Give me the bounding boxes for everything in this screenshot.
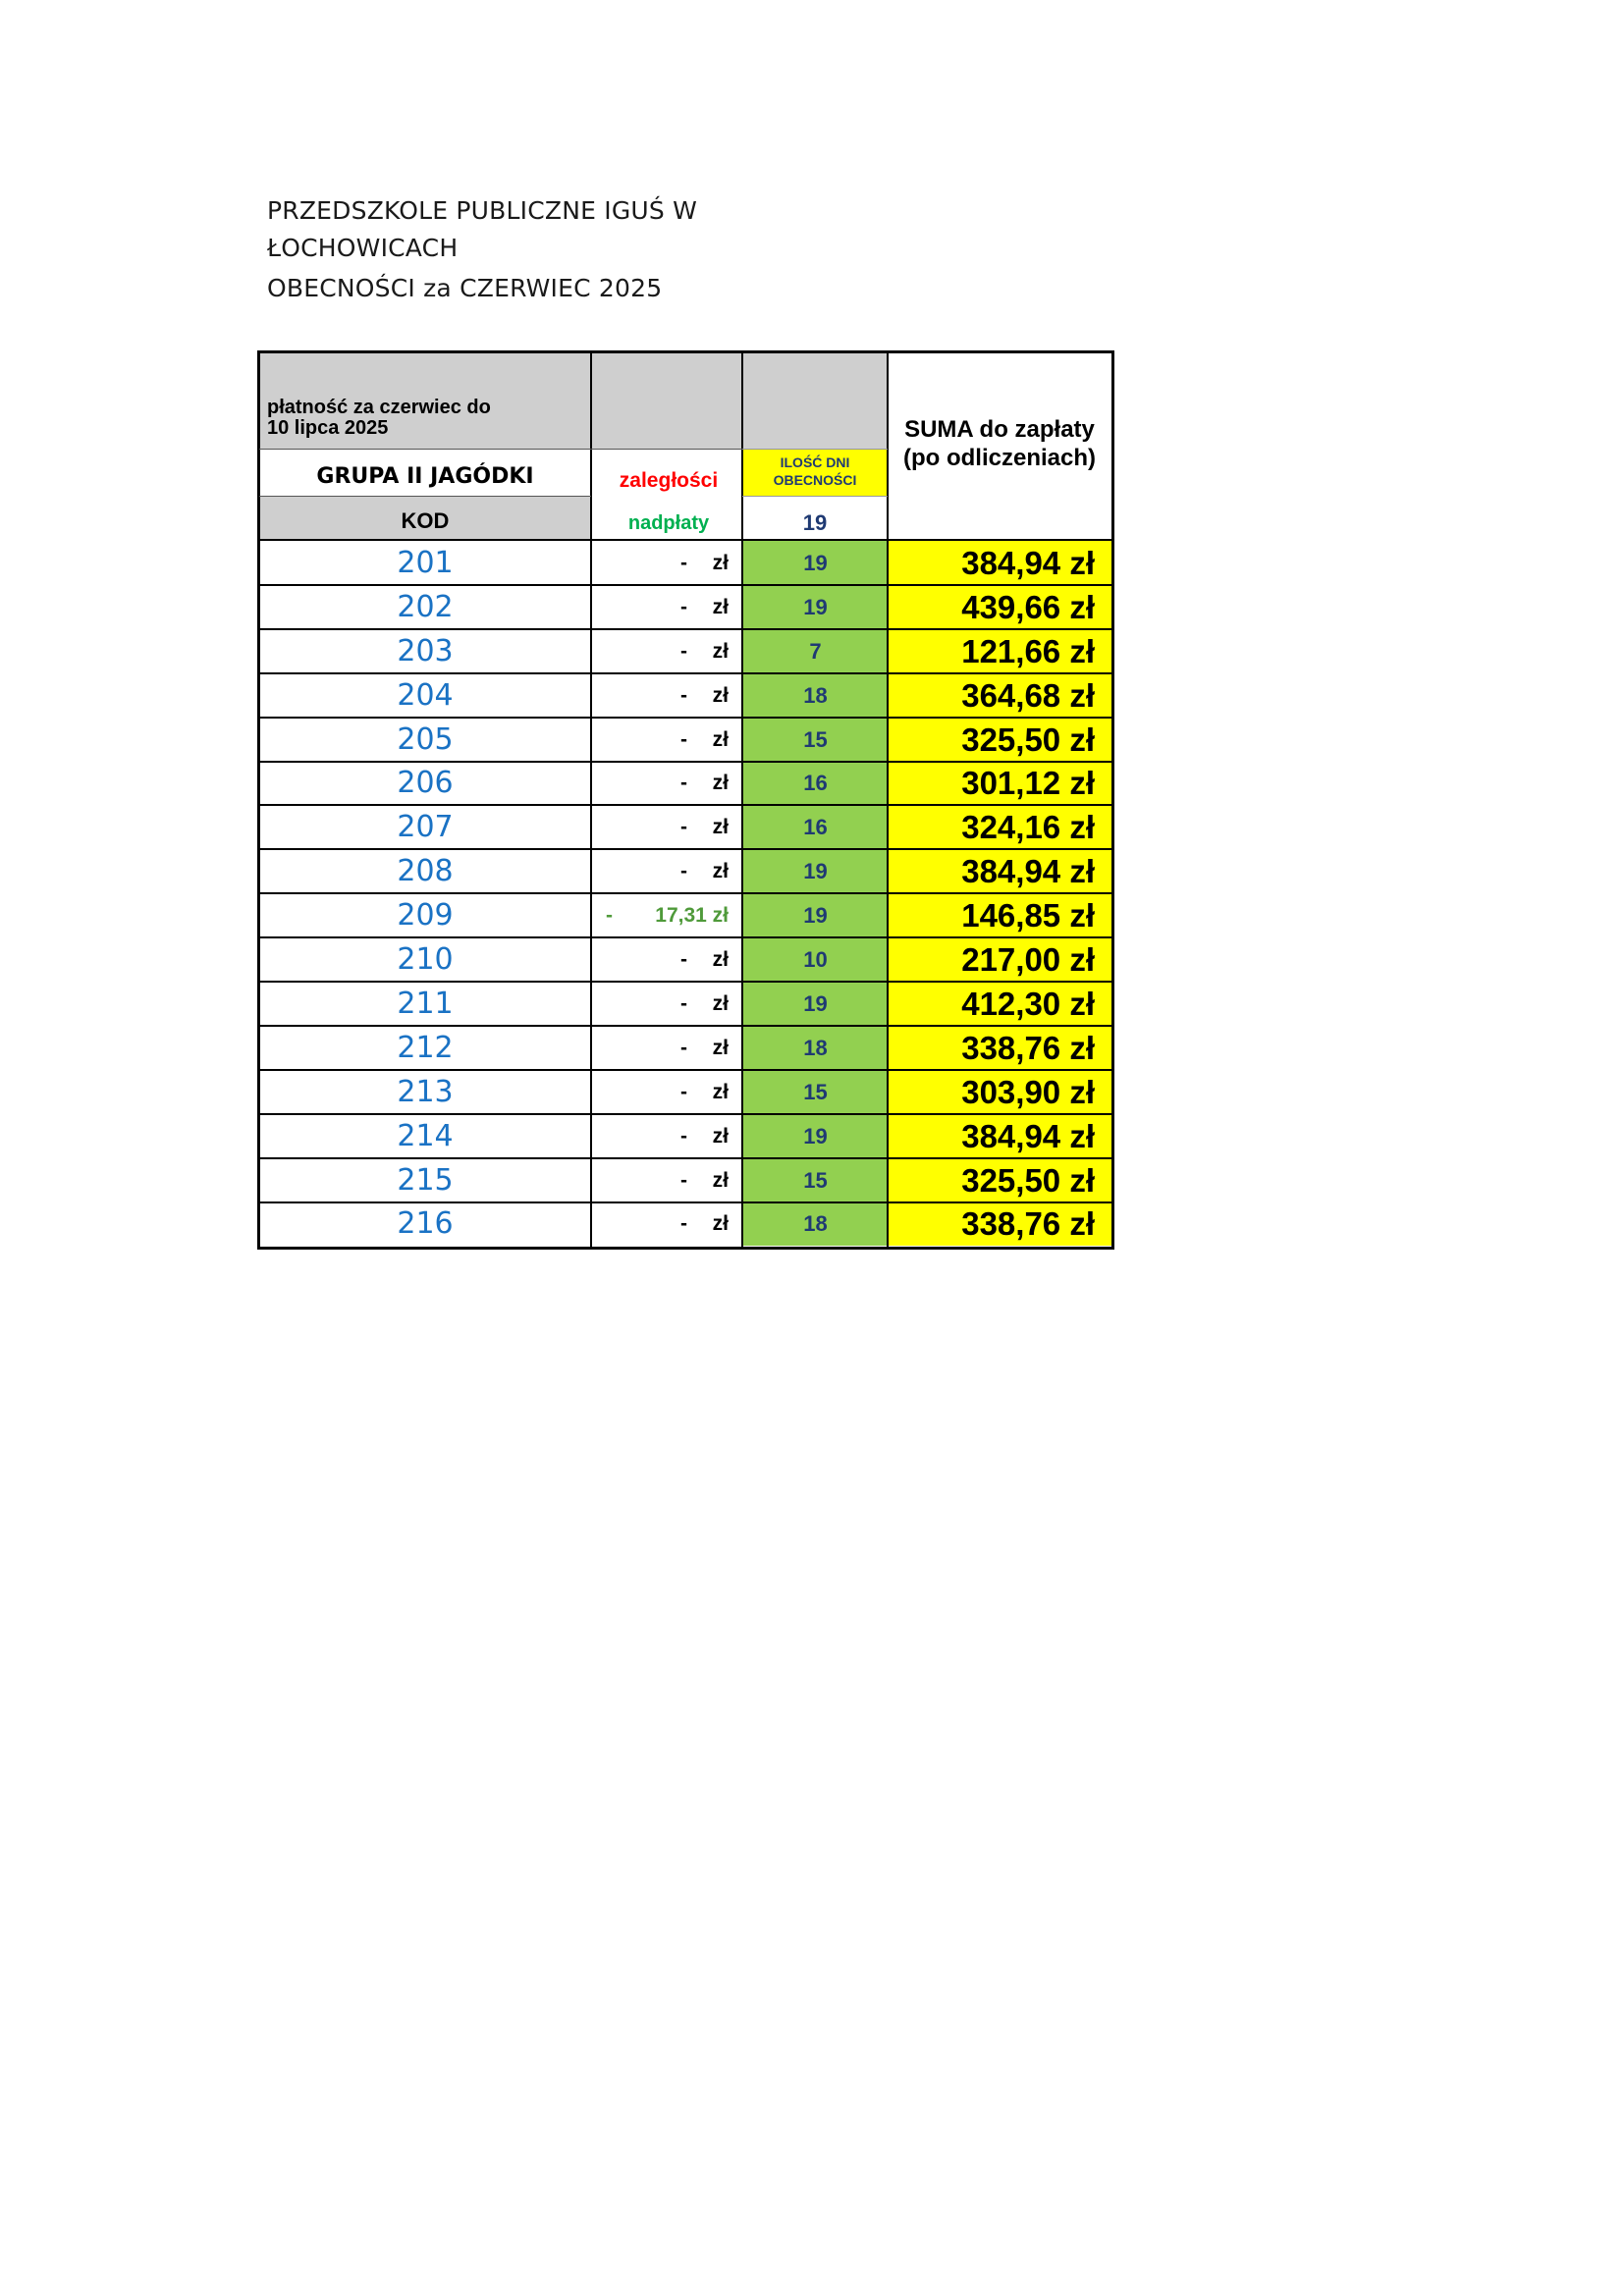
suma-value: 384,94 zł — [961, 545, 1095, 581]
zaleglosci-value: zł — [712, 684, 729, 707]
table-row-suma — [889, 805, 1112, 849]
school-name-line1: PRZEDSZKOLE PUBLICZNE IGUŚ W — [267, 196, 698, 225]
suma-value: 338,76 zł — [961, 1030, 1095, 1066]
row-divider — [259, 1113, 1113, 1115]
table-row-kod — [259, 893, 591, 937]
zaleglosci-dash: - — [680, 816, 687, 838]
group-name: GRUPA II JAGÓDKI — [316, 464, 534, 489]
zaleglosci-value: zł — [712, 772, 729, 794]
table-row-kod — [259, 585, 591, 629]
table-row-zaleglosci — [592, 1158, 742, 1202]
payment-deadline-note — [267, 398, 581, 439]
table-row-days — [743, 805, 888, 849]
days-value: 19 — [803, 595, 828, 619]
days-value: 15 — [803, 727, 828, 752]
table-row-days — [743, 1114, 888, 1158]
suma-value: 325,50 zł — [961, 721, 1095, 758]
document-subtitle: OBECNOŚCI za CZERWIEC 2025 — [267, 274, 663, 302]
table-row-suma — [889, 541, 1112, 585]
days-value: 18 — [803, 683, 828, 708]
days-value: 19 — [803, 859, 828, 883]
table-row-days — [743, 893, 888, 937]
table-row-zaleglosci — [592, 937, 742, 982]
table-row-suma — [889, 762, 1112, 805]
row-divider — [259, 1201, 1113, 1203]
table-row-suma — [889, 718, 1112, 762]
kod-value: 210 — [397, 942, 454, 977]
table-row-kod — [259, 673, 591, 718]
table-row-suma — [889, 629, 1112, 673]
suma-value: 121,66 zł — [961, 633, 1095, 669]
table-row-suma — [889, 1114, 1112, 1158]
table-row-suma — [889, 1026, 1112, 1070]
row-divider — [259, 848, 1113, 850]
days-total: 19 — [802, 510, 828, 535]
payment-note-line1: płatność za czerwiec do — [267, 397, 491, 418]
table-row-zaleglosci — [592, 762, 742, 805]
header-blank-cell — [591, 352, 742, 450]
table-row-kod — [259, 1070, 591, 1114]
zaleglosci-dash: - — [680, 1169, 687, 1192]
table-row-zaleglosci — [592, 718, 742, 762]
zaleglosci-dash: - — [680, 640, 687, 663]
zaleglosci-value: zł — [712, 1169, 729, 1192]
row-divider — [259, 717, 1113, 719]
table-row-zaleglosci — [592, 629, 742, 673]
zaleglosci-dash: - — [606, 904, 613, 927]
nadplaty-header: nadpłaty — [627, 512, 710, 534]
table-row-kod — [259, 1026, 591, 1070]
table-row-days — [743, 982, 888, 1026]
kod-value: 205 — [397, 722, 454, 757]
table-row-zaleglosci — [592, 541, 742, 585]
table-row-days — [743, 1202, 888, 1246]
row-divider — [259, 1069, 1113, 1071]
zaleglosci-dash: - — [680, 860, 687, 882]
table-row-days — [743, 1158, 888, 1202]
days-header-label — [742, 454, 888, 489]
table-border-top — [257, 350, 1114, 353]
row-divider — [259, 628, 1113, 630]
kod-value: 204 — [397, 678, 454, 713]
row-divider — [259, 672, 1113, 674]
row-divider — [742, 496, 888, 497]
table-row-suma — [889, 673, 1112, 718]
days-value: 19 — [803, 551, 828, 575]
row-divider — [259, 981, 1113, 983]
table-row-zaleglosci — [592, 849, 742, 893]
suma-value: 303,90 zł — [961, 1074, 1095, 1110]
table-row-days — [743, 629, 888, 673]
zaleglosci-value: zł — [712, 948, 729, 971]
zaleglosci-header: zaległości — [619, 469, 719, 492]
suma-header-line2: (po odliczeniach) — [902, 445, 1096, 471]
table-border-bottom — [257, 1247, 1114, 1250]
table-row-days — [743, 1026, 888, 1070]
table-row-kod — [259, 805, 591, 849]
zaleglosci-value: zł — [712, 1081, 729, 1103]
kod-value: 213 — [397, 1075, 454, 1109]
days-value: 15 — [803, 1168, 828, 1193]
kod-value: 206 — [397, 766, 454, 800]
table-row-zaleglosci — [592, 805, 742, 849]
table-row-kod — [259, 1202, 591, 1246]
table-row-days — [743, 762, 888, 805]
suma-value: 146,85 zł — [961, 897, 1095, 934]
table-row-kod — [259, 629, 591, 673]
payment-note-line2: 10 lipca 2025 — [267, 417, 389, 439]
table-row-suma — [889, 849, 1112, 893]
row-divider — [259, 761, 1113, 763]
table-row-days — [743, 541, 888, 585]
days-value: 16 — [803, 771, 828, 795]
table-row-days — [743, 718, 888, 762]
days-value: 19 — [803, 903, 828, 928]
table-row-zaleglosci — [592, 1070, 742, 1114]
zaleglosci-dash: - — [680, 1037, 687, 1059]
zaleglosci-value: zł — [712, 1125, 729, 1148]
zaleglosci-dash: - — [680, 728, 687, 751]
kod-value: 203 — [397, 634, 454, 668]
kod-value: 202 — [397, 590, 454, 624]
days-value: 16 — [803, 815, 828, 839]
kod-header: KOD — [401, 508, 450, 533]
zaleglosci-value: zł — [712, 552, 729, 574]
table-row-zaleglosci — [592, 673, 742, 718]
suma-value: 217,00 zł — [961, 941, 1095, 978]
zaleglosci-dash: - — [680, 948, 687, 971]
row-divider — [259, 936, 1113, 938]
table-row-kod — [259, 937, 591, 982]
days-value: 18 — [803, 1036, 828, 1060]
row-divider — [259, 539, 1113, 541]
zaleglosci-value: zł — [712, 728, 729, 751]
table-row-zaleglosci — [592, 1114, 742, 1158]
table-row-zaleglosci — [592, 1202, 742, 1246]
zaleglosci-dash: - — [680, 684, 687, 707]
row-divider — [259, 584, 1113, 586]
kod-value: 216 — [397, 1206, 454, 1241]
table-row-kod — [259, 762, 591, 805]
header-blank-cell — [742, 352, 888, 450]
zaleglosci-dash: - — [680, 1081, 687, 1103]
kod-value: 211 — [397, 987, 454, 1021]
kod-value: 207 — [397, 810, 454, 844]
zaleglosci-value: zł — [712, 992, 729, 1015]
suma-header-line1: SUMA do zapłaty — [904, 416, 1095, 443]
row-divider — [259, 496, 591, 497]
zaleglosci-dash: - — [680, 1125, 687, 1148]
table-row-kod — [259, 541, 591, 585]
row-divider — [259, 1025, 1113, 1027]
zaleglosci-dash: - — [680, 1212, 687, 1235]
zaleglosci-dash: - — [680, 772, 687, 794]
row-divider — [259, 1157, 1113, 1159]
table-row-zaleglosci — [592, 1026, 742, 1070]
zaleglosci-value: zł — [712, 1037, 729, 1059]
suma-value: 384,94 zł — [961, 853, 1095, 889]
kod-value: 214 — [397, 1119, 454, 1153]
suma-value: 325,50 zł — [961, 1162, 1095, 1199]
kod-value: 215 — [397, 1163, 454, 1198]
suma-value: 439,66 zł — [961, 589, 1095, 625]
table-row-days — [743, 585, 888, 629]
table-row-suma — [889, 1070, 1112, 1114]
kod-value: 208 — [397, 854, 454, 888]
days-value: 19 — [803, 991, 828, 1016]
suma-header — [888, 415, 1111, 472]
zaleglosci-value: zł — [712, 816, 729, 838]
table-row-suma — [889, 1158, 1112, 1202]
table-row-zaleglosci — [592, 585, 742, 629]
table-row-zaleglosci — [592, 893, 742, 937]
table-row-suma — [889, 1202, 1112, 1246]
kod-value: 209 — [397, 898, 454, 933]
table-row-suma — [889, 585, 1112, 629]
days-value: 19 — [803, 1124, 828, 1148]
table-row-days — [743, 849, 888, 893]
row-divider — [742, 449, 888, 450]
suma-value: 364,68 zł — [961, 677, 1095, 714]
days-value: 7 — [809, 639, 822, 664]
zaleglosci-dash: - — [680, 552, 687, 574]
zaleglosci-dash: - — [680, 992, 687, 1015]
table-row-suma — [889, 893, 1112, 937]
zaleglosci-dash: - — [680, 596, 687, 618]
table-row-days — [743, 937, 888, 982]
suma-value: 384,94 zł — [961, 1118, 1095, 1154]
row-divider — [259, 804, 1113, 806]
zaleglosci-value: zł — [712, 1212, 729, 1235]
days-value: 10 — [803, 947, 828, 972]
kod-value: 201 — [397, 546, 454, 580]
days-header-line2: OBECNOŚCI — [773, 472, 857, 488]
suma-value: 412,30 zł — [961, 986, 1095, 1022]
zaleglosci-value: zł — [712, 596, 729, 618]
table-row-suma — [889, 982, 1112, 1026]
table-row-days — [743, 673, 888, 718]
zaleglosci-value: zł — [712, 640, 729, 663]
table-row-kod — [259, 718, 591, 762]
days-value: 15 — [803, 1080, 828, 1104]
table-row-kod — [259, 849, 591, 893]
suma-value: 324,16 zł — [961, 809, 1095, 845]
kod-value: 212 — [397, 1031, 454, 1065]
zaleglosci-value: zł — [712, 860, 729, 882]
table-row-kod — [259, 982, 591, 1026]
table-row-zaleglosci — [592, 982, 742, 1026]
table-row-suma — [889, 937, 1112, 982]
table-row-kod — [259, 1114, 591, 1158]
suma-value: 338,76 zł — [961, 1205, 1095, 1242]
zaleglosci-value: 17,31 zł — [655, 904, 729, 927]
days-header-line1: ILOŚĆ DNI — [780, 454, 850, 470]
suma-value: 301,12 zł — [961, 765, 1095, 801]
row-divider — [259, 449, 742, 450]
school-name-line2: ŁOCHOWICACH — [267, 234, 459, 262]
days-value: 18 — [803, 1211, 828, 1236]
table-row-days — [743, 1070, 888, 1114]
table-row-kod — [259, 1158, 591, 1202]
row-divider — [259, 892, 1113, 894]
